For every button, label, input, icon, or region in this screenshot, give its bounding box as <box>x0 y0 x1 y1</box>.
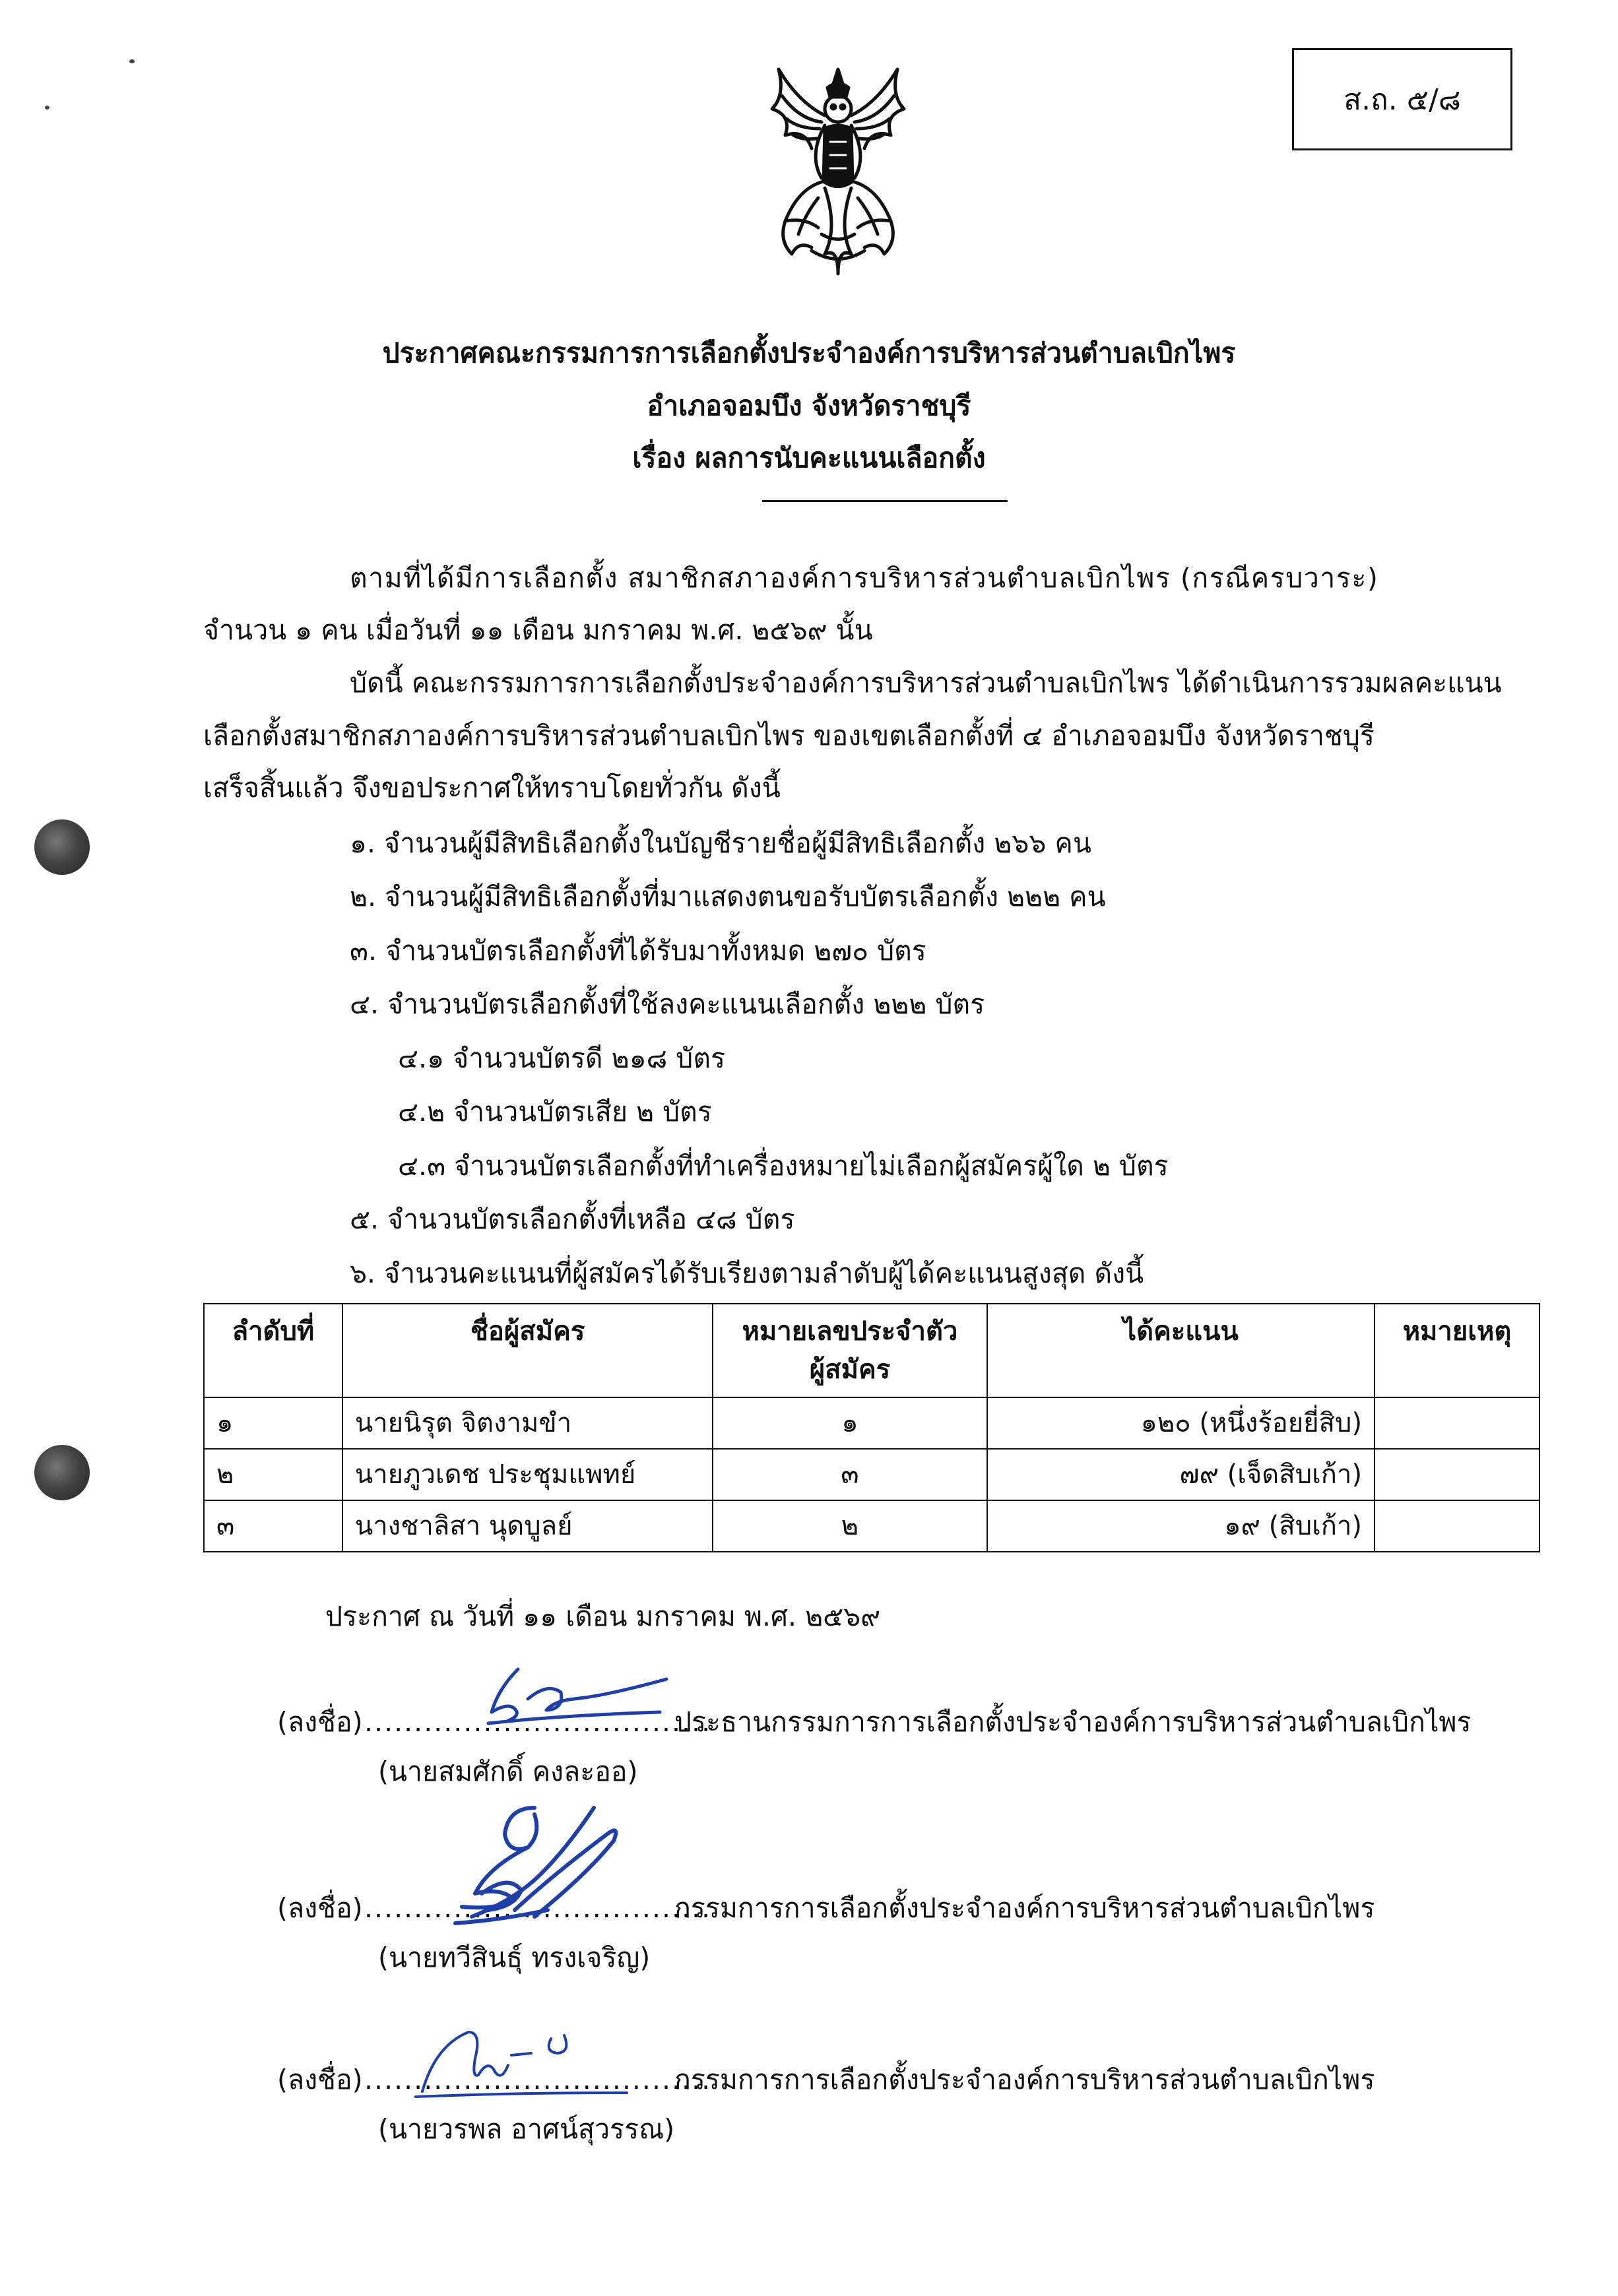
col-name-header: ชื่อผู้สมัคร <box>342 1304 713 1397</box>
form-code-box <box>1292 48 1512 150</box>
cell-number: ๓ <box>713 1449 987 1500</box>
scan-speck <box>45 106 49 110</box>
announce-date: ประกาศ ณ วันที่ ๑๑ เดือน มกราคม พ.ศ. ๒๕๖๙ <box>325 1601 881 1632</box>
cell-name: นายนิรุต จิตงามขำ <box>342 1397 713 1449</box>
para2-line1: บัดนี้ คณะกรรมการการเลือกตั้งประจำองค์การบริหารส่วนตำบลเบิกไพร ได้ดำเนินการรวมผลคะแนน <box>350 667 1502 699</box>
signature-name: (นายทวีสินธุ์ ทรงเจริญ) <box>378 1942 651 1973</box>
signature-prefix: (ลงชื่อ) <box>277 2064 363 2095</box>
col-rank-header: ลำดับที่ <box>204 1304 342 1397</box>
para1-line1: ตามที่ได้มีการเลือกตั้ง สมาชิกสภาองค์การบริหารส่วนตำบลเบิกไพร (กรณีครบวาระ) <box>350 562 1379 594</box>
signature-position: ประธานกรรมการการเลือกตั้งประจำองค์การบริหารส่วนตำบลเบิกไพร <box>674 1706 1472 1738</box>
item-2: ๒. จำนวนผู้มีสิทธิเลือกตั้งที่มาแสดงตนขอรับบัตรเลือกตั้ง ๒๒๒ คน <box>350 881 1106 912</box>
signature-dots: ................................... <box>364 2064 712 2095</box>
punch-hole <box>34 1445 90 1500</box>
header-line-1: ประกาศคณะกรรมการการเลือกตั้งประจำองค์การบริหารส่วนตำบลเบิกไพร <box>382 337 1236 369</box>
item-4: ๔. จำนวนบัตรเลือกตั้งที่ใช้ลงคะแนนเลือกตั้ง ๒๒๒ บัตร <box>350 988 985 1020</box>
cell-votes: ๑๒๐ (หนึ่งร้อยยี่สิบ) <box>987 1397 1375 1449</box>
handwritten-signature <box>462 1663 673 1735</box>
cell-name: นายภูวเดช ประชุมแพทย์ <box>342 1449 713 1500</box>
signature-name: (นายวรพล อาศน์สุวรรณ) <box>378 2113 675 2145</box>
scan-speck <box>129 59 135 63</box>
col-note-header: หมายเหตุ <box>1375 1304 1539 1397</box>
item-5: ๕. จำนวนบัตรเลือกตั้งที่เหลือ ๔๘ บัตร <box>350 1203 795 1235</box>
cell-rank: ๓ <box>204 1500 342 1552</box>
table-row <box>204 1449 1539 1500</box>
header-line-3: เรื่อง ผลการนับคะแนนเลือกตั้ง <box>632 442 986 474</box>
item-4-1: ๔.๑ จำนวนบัตรดี ๒๑๘ บัตร <box>398 1042 725 1074</box>
item-6: ๖. จำนวนคะแนนที่ผู้สมัครได้รับเรียงตามลำดับผู้ได้คะแนนสูงสุด ดังนี้ <box>350 1258 1144 1289</box>
cell-number: ๑ <box>713 1397 987 1449</box>
table-header-row <box>204 1304 1539 1397</box>
header-underline <box>762 500 1008 502</box>
para2-line3: เสร็จสิ้นแล้ว จึงขอประกาศให้ทราบโดยทั่วกัน ดังนี้ <box>203 772 781 804</box>
item-4-3: ๔.๓ จำนวนบัตรเลือกตั้งที่ทำเครื่องหมายไม่เลือกผู้สมัครผู้ใด ๒ บัตร <box>398 1150 1169 1182</box>
item-1: ๑. จำนวนผู้มีสิทธิเลือกตั้งในบัญชีรายชื่อผู้มีสิทธิเลือกตั้ง ๒๖๖ คน <box>350 827 1091 859</box>
table-row <box>204 1500 1539 1552</box>
punch-hole <box>34 819 90 875</box>
item-4-2: ๔.๒ จำนวนบัตรเสีย ๒ บัตร <box>398 1096 712 1128</box>
signature-position: กรรมการการเลือกตั้งประจำองค์การบริหารส่วนตำบลเบิกไพร <box>674 2064 1375 2095</box>
cell-votes: ๗๙ (เจ็ดสิบเก้า) <box>987 1449 1375 1500</box>
signature-position: กรรมการการเลือกตั้งประจำองค์การบริหารส่วนตำบลเบิกไพร <box>674 1892 1375 1924</box>
handwritten-signature <box>436 1795 633 1940</box>
col-number-header <box>713 1304 987 1397</box>
cell-note <box>1375 1397 1539 1449</box>
cell-votes: ๑๙ (สิบเก้า) <box>987 1500 1375 1552</box>
results-table <box>203 1303 1540 1552</box>
cell-rank: ๑ <box>204 1397 342 1449</box>
col-number-header-line2: ผู้สมัคร <box>809 1355 891 1385</box>
col-votes-header: ได้คะแนน <box>987 1304 1375 1397</box>
cell-note <box>1375 1500 1539 1552</box>
cell-name: นางชาลิสา นุดบูลย์ <box>342 1500 713 1552</box>
garuda-emblem <box>759 56 917 284</box>
item-3: ๓. จำนวนบัตรเลือกตั้งที่ได้รับมาทั้งหมด ๒๗๐ บัตร <box>350 935 926 967</box>
handwritten-signature <box>409 2019 633 2105</box>
signature-prefix: (ลงชื่อ) <box>277 1892 363 1924</box>
para2-line2: เลือกตั้งสมาชิกสภาองค์การบริหารส่วนตำบลเบิกไพร ของเขตเลือกตั้งที่ ๔ อำเภอจอมบึง จังหวัดราชบุรี <box>203 720 1375 751</box>
signature-name: (นายสมศักดิ์ คงละออ) <box>378 1756 638 1787</box>
table-row <box>204 1397 1539 1449</box>
para1-line2: จำนวน ๑ คน เมื่อวันที่ ๑๑ เดือน มกราคม พ.ศ. ๒๕๖๙ นั้น <box>203 614 873 646</box>
col-number-header-line1: หมายเลขประจำตัว <box>742 1316 958 1347</box>
signature-dots: ................................... <box>364 1706 712 1738</box>
signature-dots: ................................... <box>364 1892 712 1924</box>
header-line-2: อำเภอจอมบึง จังหวัดราชบุรี <box>647 390 971 422</box>
cell-note <box>1375 1449 1539 1500</box>
signature-prefix: (ลงชื่อ) <box>277 1706 363 1738</box>
cell-rank: ๒ <box>204 1449 342 1500</box>
form-code: ส.ถ. ๕/๘ <box>1343 82 1461 117</box>
cell-number: ๒ <box>713 1500 987 1552</box>
